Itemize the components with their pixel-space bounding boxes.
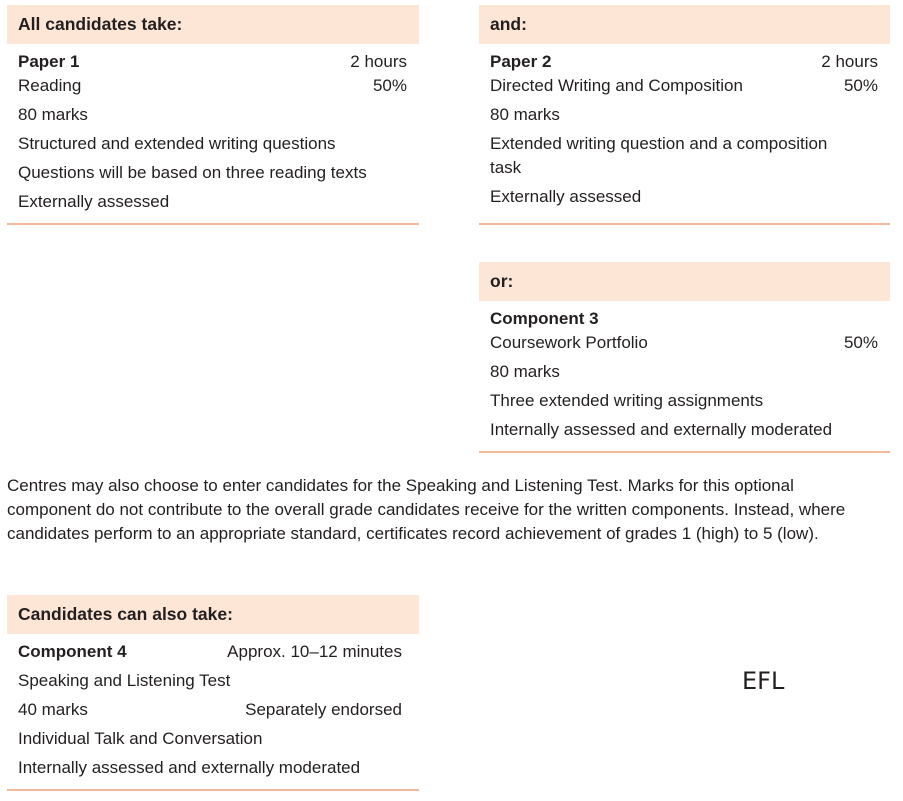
component3-title: Component 3 xyxy=(490,309,599,328)
paper1-title: Paper 1 xyxy=(18,52,80,71)
component3-subtitle: Coursework Portfolio xyxy=(490,333,648,352)
paper2-line2: Externally assessed xyxy=(490,187,642,206)
paper1-line1: Structured and extended writing questions xyxy=(18,134,336,153)
paper2-box xyxy=(479,5,890,225)
paper2-title: Paper 2 xyxy=(490,52,552,71)
paper2-box-header: and: xyxy=(479,5,890,44)
component4-title: Component 4 xyxy=(18,642,127,661)
paper1-weight: 50% xyxy=(372,76,407,95)
component4-box-header: Candidates can also take: xyxy=(7,595,419,634)
paper2-marks: 80 marks xyxy=(490,105,560,124)
paper1-duration: 2 hours xyxy=(350,52,407,71)
component3-line2: Internally assessed and externally moderated xyxy=(490,420,833,439)
component4-endorsement: Separately endorsed xyxy=(245,700,402,719)
paper1-box-header: All candidates take: xyxy=(7,5,419,44)
component3-weight: 50% xyxy=(843,333,878,352)
paper2-weight: 50% xyxy=(843,76,878,95)
paper2-duration: 2 hours xyxy=(821,52,878,71)
component3-marks: 80 marks xyxy=(490,362,560,381)
component3-box-header: or: xyxy=(479,262,890,301)
component3-line1: Three extended writing assignments xyxy=(490,391,764,410)
efl-label: EFL xyxy=(742,667,785,695)
paper1-box xyxy=(7,5,419,225)
paper2-subtitle: Directed Writing and Composition xyxy=(490,76,743,95)
paper1-marks: 80 marks xyxy=(18,105,88,124)
paper1-subtitle: Reading xyxy=(18,76,82,95)
component4-line2: Internally assessed and externally moderated xyxy=(18,758,361,777)
component4-line1: Individual Talk and Conversation xyxy=(18,729,263,748)
component3-box xyxy=(479,262,890,453)
paper1-line2: Questions will be based on three reading texts xyxy=(18,163,367,182)
component4-marks: 40 marks xyxy=(18,700,88,719)
paper2-line1: Extended writing question and a composition task xyxy=(490,134,828,177)
paper1-line3: Externally assessed xyxy=(18,192,170,211)
component4-duration: Approx. 10–12 minutes xyxy=(227,642,402,661)
component4-subtitle: Speaking and Listening Test xyxy=(18,671,231,690)
component4-box xyxy=(7,595,419,791)
speaking-listening-paragraph: Centres may also choose to enter candidates for the Speaking and Listening Test. Marks for this optional component do not contribute to the overall grade candidates receive for the written components. Instead, where candidates perform to an appropriate standard, certificates record achievement of grades 1 (high) to 5 (low). xyxy=(7,476,846,543)
